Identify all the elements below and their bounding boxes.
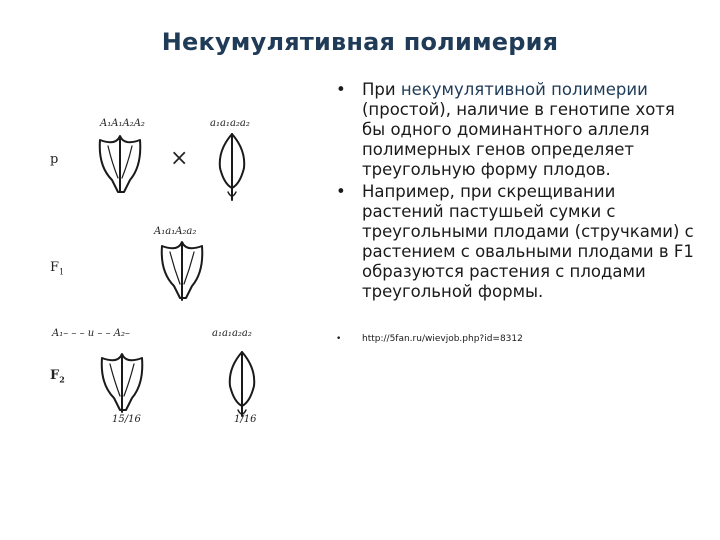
f2-right-ratio: 1/16 <box>234 414 257 425</box>
highlighted-term: некумулятивной полимерии <box>400 80 648 99</box>
f2-left-genotype: A₁– – – u – – A₂– <box>52 328 130 339</box>
cross-symbol: × <box>170 146 189 171</box>
bullet-item-example: • Например, при скрещивании растений пастушьей сумки с треугольными плодами (стручками) с растением с овальными плодами в F1 образуются растения с плодами треугольной формы. <box>336 182 694 301</box>
p-oval-pod <box>220 134 245 200</box>
bullet-list <box>332 80 702 346</box>
f1-generation-label: $F_1$ <box>50 260 65 277</box>
bullet-marker: • <box>336 80 346 99</box>
seed-pod-drawings <box>42 88 304 440</box>
f2-generation-label: $F_2$ <box>50 368 65 385</box>
polymery-diagram <box>42 88 304 440</box>
f1-genotype: A₁a₁A₂a₂ <box>154 226 197 237</box>
p-generation-label: р <box>50 152 59 167</box>
p-right-genotype: a₁a₁a₂a₂ <box>210 118 250 129</box>
p-triangular-pod <box>100 136 141 192</box>
bullet-item-noncumulative: • При некумулятивной полимерии (простой), наличие в генотипе хотя бы одного доминантного аллеля полимерных генов определяет треугольную форму плодов. <box>336 80 675 179</box>
f1-triangular-pod <box>162 242 203 300</box>
bullet-marker: • <box>336 334 342 344</box>
f2-oval-pod <box>230 352 255 416</box>
bullet-marker: • <box>336 182 346 201</box>
bullet-item-source-link <box>332 332 702 346</box>
slide-title: Некумулятивная полимерия <box>161 28 559 56</box>
f2-right-genotype: a₁a₁a₂a₂ <box>212 328 252 339</box>
p-left-genotype: A₁A₁A₂A₂ <box>100 118 145 129</box>
f2-left-ratio: 15/16 <box>112 414 141 425</box>
source-url[interactable]: http://5fan.ru/wievjob.php?id=8312 <box>362 334 523 344</box>
f2-triangular-pod <box>102 354 143 412</box>
